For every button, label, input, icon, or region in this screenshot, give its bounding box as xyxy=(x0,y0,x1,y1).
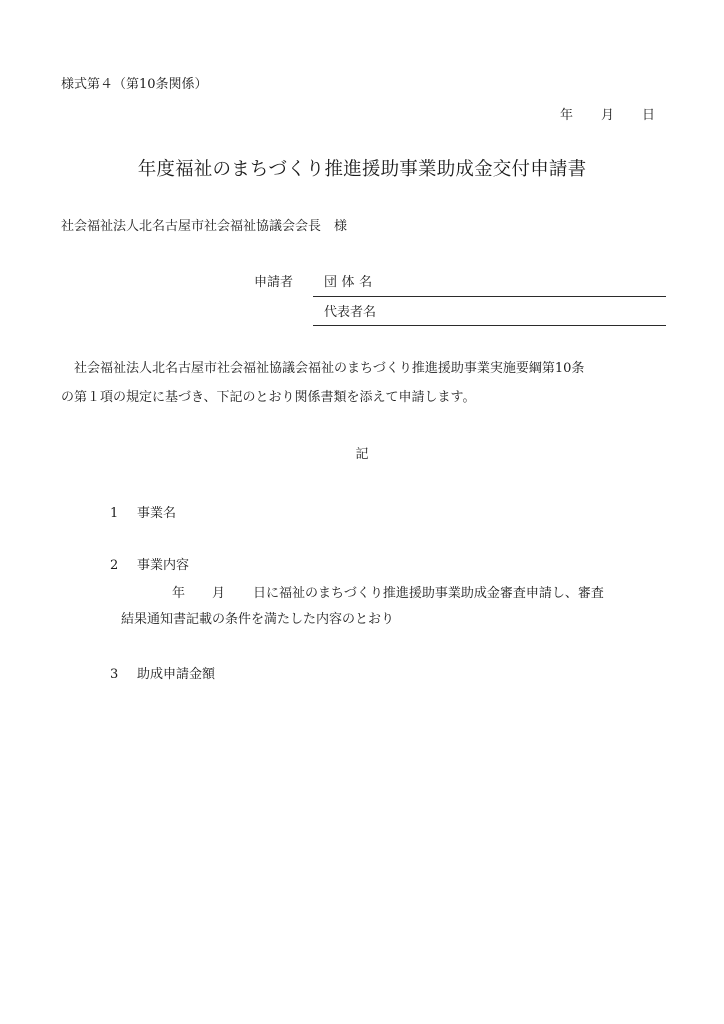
addressee: 社会福祉法人北名古屋市社会福祉協議会会長 様 xyxy=(61,219,348,234)
applicant-label: 申請者 xyxy=(254,275,294,290)
item-number-2: 2 xyxy=(110,558,119,573)
org-name-field-line xyxy=(313,296,666,297)
content-rest: 日に福祉のまちづくり推進援助事業助成金審査申請し、審査 xyxy=(253,586,604,601)
body-text-line-1: 社会福祉法人北名古屋市社会福祉協議会福祉のまちづくり推進援助事業実施要綱第10条 xyxy=(74,361,585,376)
org-name-label: 団 体 名 xyxy=(324,275,373,290)
content-text-line-2: 結果通知書記載の条件を満たした内容のとおり xyxy=(121,612,395,627)
ki-heading: 記 xyxy=(355,447,369,462)
content-text-line-1 xyxy=(172,587,604,600)
item-label-grant-amount: 助成申請金額 xyxy=(137,667,216,682)
date-month: 月 xyxy=(601,108,615,123)
item-number-1: 1 xyxy=(110,506,119,521)
representative-label: 代表者名 xyxy=(324,305,377,320)
item-number-3: 3 xyxy=(110,667,119,682)
date-year: 年 xyxy=(560,108,574,123)
representative-field-line xyxy=(313,325,666,326)
body-text-line-2: の第１項の規定に基づき、下記のとおり関係書類を添えて申請します。 xyxy=(61,390,476,405)
document-title: 年度福祉のまちづくり推進援助事業助成金交付申請書 xyxy=(137,159,587,180)
content-year: 年 xyxy=(172,586,186,601)
form-id: 様式第４（第10条関係） xyxy=(61,77,208,92)
item-label-project-name: 事業名 xyxy=(137,506,177,521)
date-day: 日 xyxy=(642,108,656,123)
content-month: 月 xyxy=(212,586,226,601)
date-line xyxy=(560,109,655,122)
item-label-project-content: 事業内容 xyxy=(137,558,190,573)
